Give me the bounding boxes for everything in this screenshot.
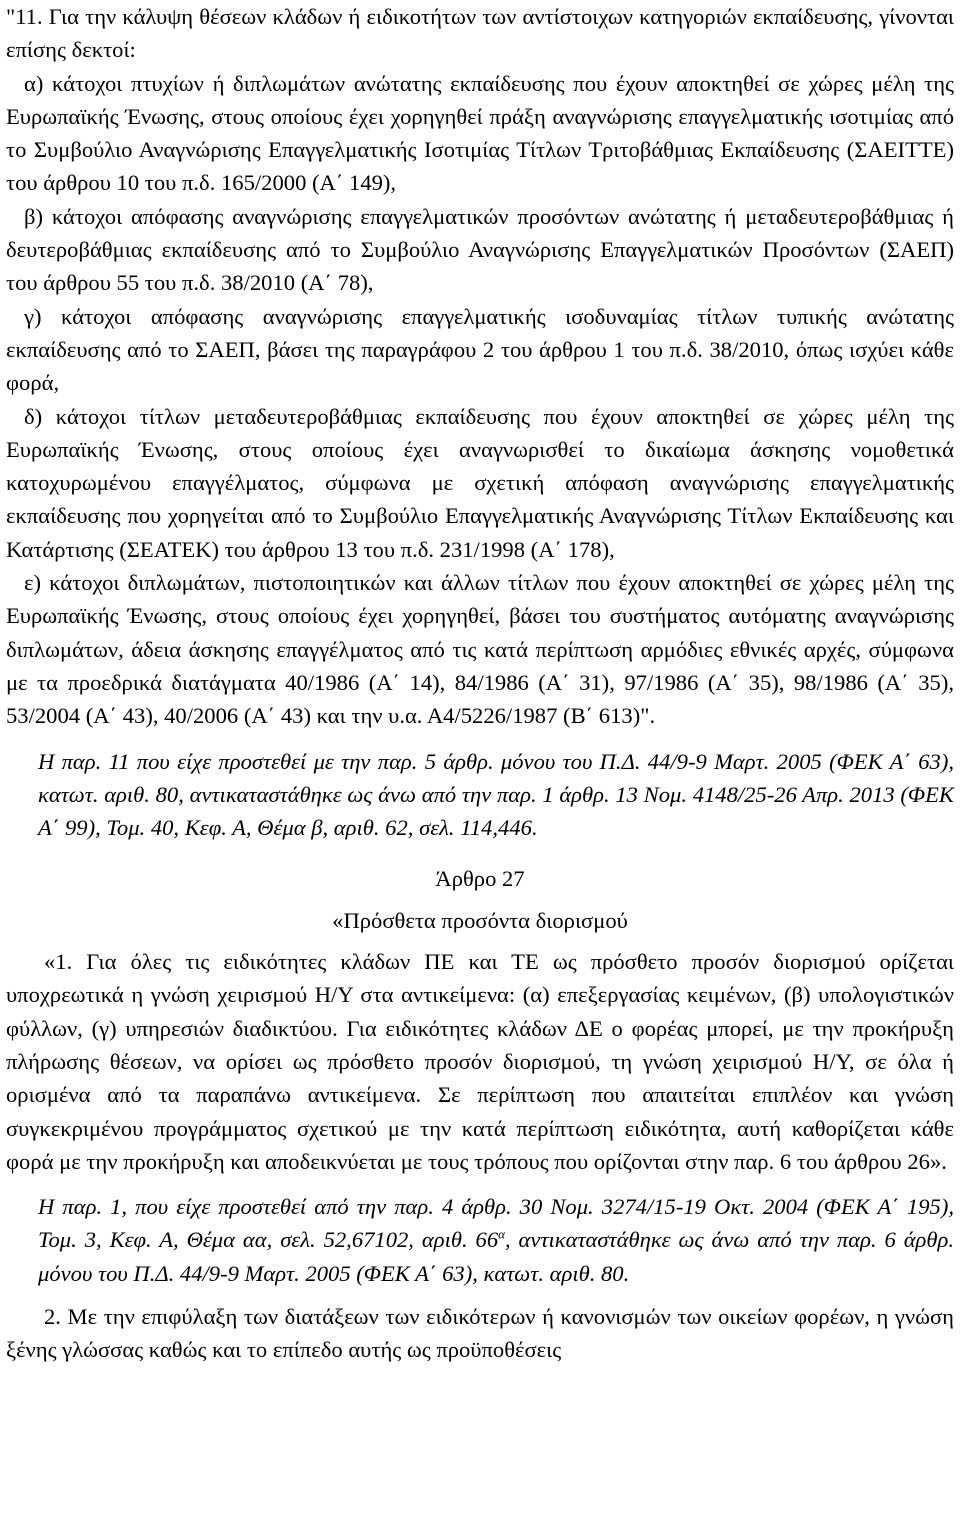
amendment-note-2 [6, 1190, 954, 1290]
item-b: β) κάτοχοι απόφασης αναγνώρισης επαγγελματικών προσόντων ανώτατης ή μεταδευτεροβάθμιας ή δευτεροβάθμιας εκπαίδευσης από το Συμβούλιο Αναγνώρισης Επαγγελματικών Προσόντων (ΣΑΕΠ) του άρθρου 55 του π.δ. 38/2010 (Α΄ 78), [6, 203, 954, 296]
paragraph-11-intro: "11. Για την κάλυψη θέσεων κλάδων ή ειδικοτήτων των αντίστοιχων κατηγοριών εκπαίδευσης, γίνονται επίσης δεκτοί: [6, 4, 954, 63]
amendment-note-1: Η παρ. 11 που είχε προστεθεί με την παρ. 5 άρθρ. μόνου του Π.Δ. 44/9-9 Μαρτ. 2005 (ΦΕΚ Α΄ 63), κατωτ. αριθ. 80, αντικαταστάθηκε ως άνω από την παρ. 1 άρθρ. 13 Νομ. 4148/25-26 Απρ. 2013 (ΦΕΚ Α΄ 99), Τομ. 40, Κεφ. Α, Θέμα β, αριθ. 62, σελ. 114,446. [38, 748, 954, 841]
item-e: ε) κάτοχοι διπλωμάτων, πιστοποιητικών και άλλων τίτλων που έχουν αποκτηθεί σε χώρες μέλη της Ευρωπαϊκής Ένωσης, στους οποίους έχει χορηγηθεί, βάσει του συστήματος αυτόματης αναγνώρισης διπλωμάτων, άδεια άσκησης επαγγέλματος από τις κατά περίπτωση αρμόδιες εθνικές αρχές, σύμφωνα με τα προεδρικά διατάγματα 40/1986 (Α΄ 14), 84/1986 (Α΄ 31), 97/1986 (Α΄ 35), 98/1986 (Α΄ 35), 53/2004 (Α΄ 43), 40/2006 (Α΄ 43) και την υ.α. Α4/5226/1987 (Β΄ 613)". [6, 570, 954, 729]
item-d: δ) κάτοχοι τίτλων μεταδευτεροβάθμιας εκπαίδευσης που έχουν αποκτηθεί σε χώρες μέλη της Ευρωπαϊκής Ένωσης, στους οποίους έχει αναγνωρισθεί το δικαίωμα άσκησης νομοθετικά κατοχυρωμένου επαγγέλματος, σύμφωνα με σχετική απόφαση αναγνώρισης επαγγελματικής εκπαίδευσης που χορηγείται από το Συμβούλιο Επαγγελματικής Αναγνώρισης Τίτλων Εκπαίδευσης και Κατάρτισης (ΣΕΑΤΕΚ) του άρθρου 13 του π.δ. 231/1998 (Α΄ 178), [6, 403, 954, 562]
item-a: α) κάτοχοι πτυχίων ή διπλωμάτων ανώτατης εκπαίδευσης που έχουν αποκτηθεί σε χώρες μέλη της Ευρωπαϊκής Ένωσης, στους οποίους έχει χορηγηθεί πράξη αναγνώρισης επαγγελματικής ισοτιμίας από το Συμβούλιο Αναγνώρισης Επαγγελματικής Ισοτιμίας Τίτλων Τριτοβάθμιας Εκπαίδευσης (ΣΑΕΙΤΤΕ) του άρθρου 10 του π.δ. 165/2000 (Α΄ 149), [6, 70, 954, 196]
paragraph-1: «1. Για όλες τις ειδικότητες κλάδων ΠΕ και ΤΕ ως πρόσθετο προσόν διορισμού ορίζεται υποχρεωτικά η γνώση χειρισμού Η/Υ στα αντικείμενα: (α) επεξεργασίας κειμένων, (β) υπολογιστικών φύλλων, (γ) υπηρεσιών διαδικτύου. Για ειδικότητες κλάδων ΔΕ ο φορέας μπορεί, με την προκήρυξη πλήρωσης θέσεων, να ορίσει ως πρόσθετο προσόν διορισμού, τη γνώση χειρισμού Η/Υ, σε όλα ή ορισμένα από τα παραπάνω αντικείμενα. Σε περίπτωση που απαιτείται επιπλέον και γνώση συγκεκριμένου προγράμματος σχετικού με την κατά περίπτωση ειδικότητα, αυτή καθορίζεται κάθε φορά με την προκήρυξη και αποδεικνύεται με τους τρόπους που ορίζονται στην παρ. 6 του άρθρου 26». [6, 949, 954, 1174]
amendment-note-2-text: Η παρ. 1, που είχε προστεθεί από την παρ. 4 άρθρ. 30 Νομ. 3274/15-19 Οκτ. 2004 (ΦΕΚ Α΄ 195), Τομ. 3, Κεφ. Α, Θέμα αα, σελ. 52,67102, αριθ. 66 [38, 1194, 954, 1253]
amendment-note-2-superscript: α [498, 1226, 505, 1242]
paragraph-2: 2. Με την επιφύλαξη των διατάξεων των ειδικότερων ή κανονισμών των οικείων φορέων, η γνώση ξένης γλώσσας καθώς και το επίπεδο αυτής ως προϋποθέσεις [6, 1303, 954, 1363]
document-page [6, 0, 954, 1367]
amendment-note-2-text-end: , αντικαταστάθηκε ως άνω από την παρ. 6 άρθρ. μόνου του Π.Δ. 44/9-9 Μαρτ. 2005 (ΦΕΚ Α΄ 63), κατωτ. αριθ. 80. [38, 1227, 954, 1286]
article-title: Άρθρο 27 [435, 866, 525, 892]
item-c: γ) κάτοχοι απόφασης αναγνώρισης επαγγελματικής ισοδυναμίας τίτλων τυπικής ανώτατης εκπαίδευσης από το ΣΑΕΠ, βάσει της παραγράφου 2 του άρθρου 1 του π.δ. 38/2010, όπως ισχύει κάθε φορά, [6, 303, 954, 396]
article-subtitle: «Πρόσθετα προσόντα διορισμού [332, 907, 628, 933]
